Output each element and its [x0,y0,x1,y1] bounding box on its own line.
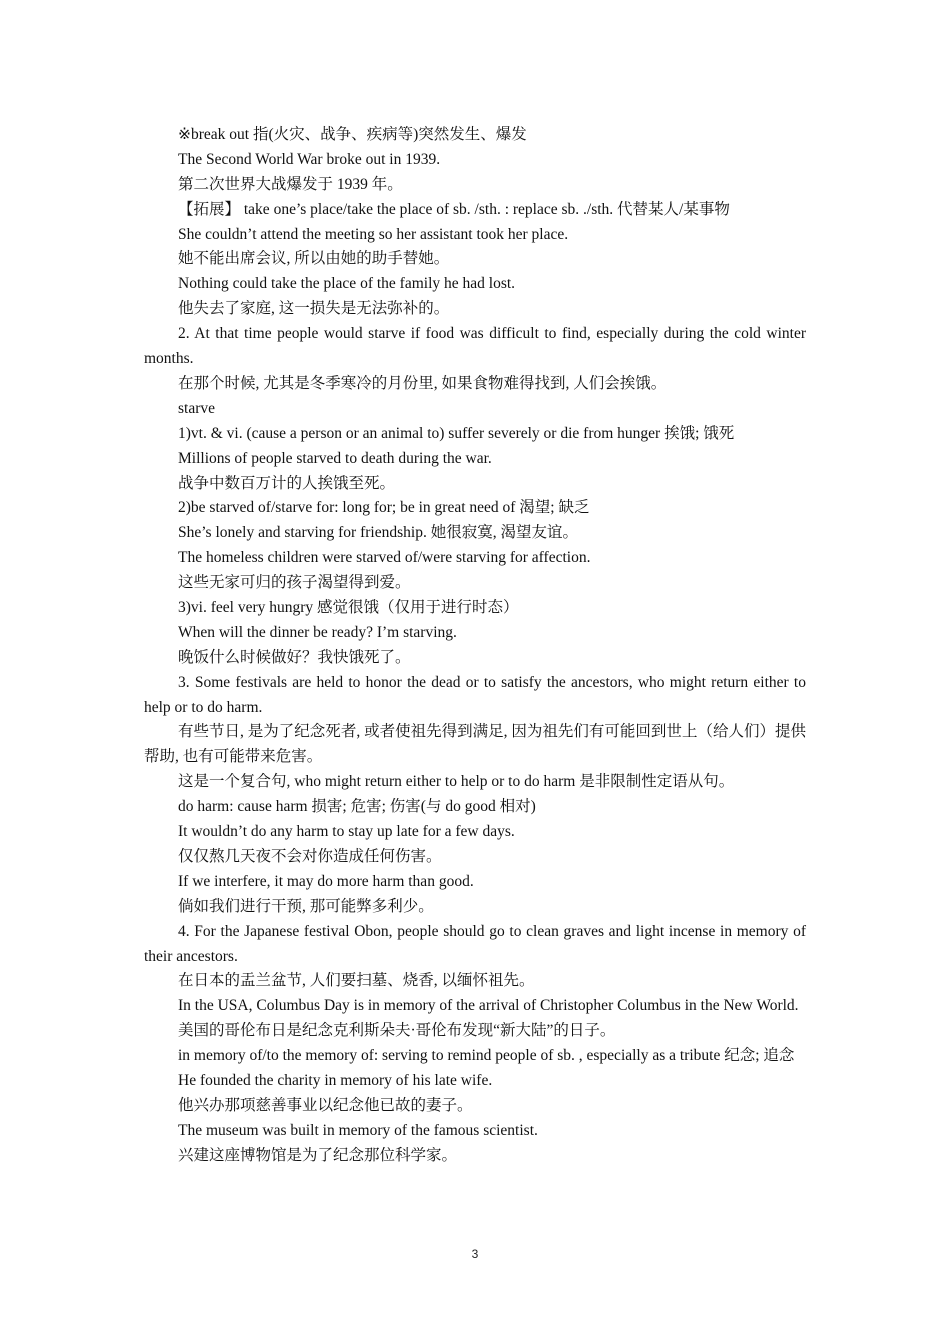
text-line: The Second World War broke out in 1939. [178,150,441,168]
text-line: 他兴办那项慈善事业以纪念他已故的妻子。 [178,1096,473,1114]
text-line: 在那个时候, 尤其是冬季寒冷的月份里, 如果食物难得找到, 人们会挨饿。 [178,374,667,392]
text-line: The museum was built in memory of the famous scientist. [178,1121,538,1139]
text-line: 2)be starved of/starve for: long for; be in great need of 渴望; 缺乏 [178,499,590,517]
text-line: She’s lonely and starving for friendship. 她很寂寞, 渴望友谊。 [178,524,578,542]
text-line: ※break out 指(火灾、战争、疾病等)突然发生、爆发 [178,126,527,143]
text-line: 3)vi. feel very hungry 感觉很饿（仅用于进行时态） [178,598,519,616]
page-number: 3 [471,1247,479,1261]
text-paragraph: 2. At that time people would starve if food was difficult to find, especially during the cold winter months. [144,325,806,368]
document-body [144,123,806,1169]
text-paragraph: in memory of/to the memory of: serving to remind people of sb. , especially as a tribute 纪念; 追念 [178,1047,795,1065]
text-line: 倘如我们进行干预, 那可能弊多利少。 [178,897,434,915]
text-line: Nothing could take the place of the family he had lost. [178,275,516,293]
text-line: do harm: cause harm 损害; 危害; 伤害(与 do good 相对) [178,798,536,816]
text-line: When will the dinner be ready? I’m starving. [178,623,457,641]
text-line: 兴建这座博物馆是为了纪念那位科学家。 [178,1146,458,1164]
text-line: 仅仅熬几天夜不会对你造成任何伤害。 [178,847,442,865]
text-line: If we interfere, it may do more harm than good. [178,872,474,890]
text-line: 美国的哥伦布日是纪念克利斯朵夫·哥伦布发现“新大陆”的日子。 [178,1022,616,1040]
text-paragraph: 有些节日, 是为了纪念死者, 或者使祖先得到满足, 因为祖先们有可能回到世上（给人们）提供帮助, 也有可能带来危害。 [144,723,806,766]
text-line: The homeless children were starved of/were starving for affection. [178,549,591,567]
text-line: She couldn’t attend the meeting so her assistant took her place. [178,225,569,243]
text-line: It wouldn’t do any harm to stay up late for a few days. [178,823,515,841]
text-line: 他失去了家庭, 这一损失是无法弥补的。 [178,300,450,318]
text-paragraph: 3. Some festivals are held to honor the dead or to satisfy the ancestors, who might return either to help or to do harm. [144,673,806,716]
text-line: 战争中数百万计的人挨饿至死。 [178,474,396,492]
text-line: 第二次世界大战爆发于 1939 年。 [178,175,403,193]
text-line: 这是一个复合句, who might return either to help or to do harm 是非限制性定语从句。 [178,773,735,791]
text-paragraph: In the USA, Columbus Day is in memory of the arrival of Christopher Columbus in the New World. [178,997,799,1015]
text-line: 她不能出席会议, 所以由她的助手替她。 [178,250,450,268]
text-line: 【拓展】 take one’s place/take the place of sb. /sth. : replace sb. ./sth. 代替某人/某事物 [178,200,730,218]
text-line: 在日本的盂兰盆节, 人们要扫墓、烧香, 以缅怀祖先。 [178,972,535,990]
text-line: starve [178,399,216,417]
text-line: He founded the charity in memory of his late wife. [178,1072,493,1089]
text-line: Millions of people starved to death during the war. [178,449,492,467]
text-line: 这些无家可归的孩子渴望得到爱。 [178,574,411,592]
text-paragraph: 4. For the Japanese festival Obon, people should go to clean graves and light incense in memory of their ancestors. [144,922,806,965]
text-line: 晚饭什么时候做好？我快饿死了。 [178,648,411,666]
text-line: 1)vt. & vi. (cause a person or an animal to) suffer severely or die from hunger 挨饿; 饿死 [178,424,735,442]
